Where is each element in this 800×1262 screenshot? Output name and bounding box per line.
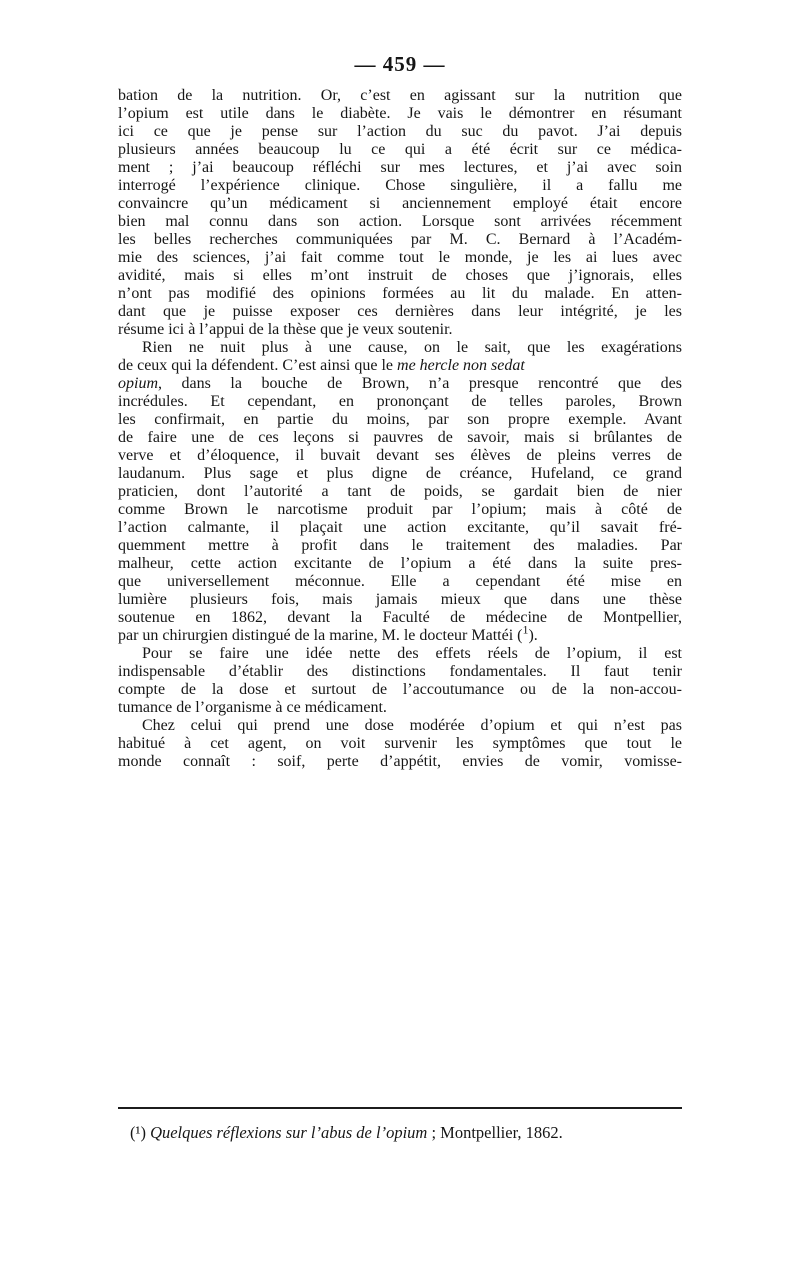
text-line: ici ce que je pense sur l’action du suc du pavot. J’ai depuis [118, 123, 682, 140]
text-line: lumière plusieurs fois, mais jamais mieux que dans une thèse [118, 591, 682, 608]
text-line: résume ici à l’appui de la thèse que je veux soutenir. [118, 321, 453, 338]
text-line: les confirmait, en partie du moins, par son propre exemple. Avant [118, 411, 682, 428]
text-line: convaincre qu’un médicament si anciennement employé était encore [118, 195, 682, 212]
text-line: ment ; j’ai beaucoup réfléchi sur mes lectures, et j’ai avec soin [118, 159, 682, 176]
text-line: Rien ne nuit plus à une cause, on le sait, que les exagérations [142, 339, 682, 356]
text-fragment: ). [528, 627, 538, 644]
text-line: que universellement méconnue. Elle a cependant été mise en [118, 573, 682, 590]
text-line: monde connaît : soif, perte d’appétit, envies de vomir, vomisse- [118, 753, 682, 770]
text-line: Pour se faire une idée nette des effets réels de l’opium, il est [142, 645, 682, 662]
text-fragment: de ceux qui la défendent. C’est ainsi que le [118, 357, 398, 374]
text-line: l’action calmante, il plaçait une action excitante, qu’il savait fré- [118, 519, 682, 536]
text-line: bien mal connu dans son action. Lorsque sont arrivées récemment [118, 213, 682, 230]
text-line: quemment mettre à profit dans le traitement des maladies. Par [118, 537, 682, 554]
text-line: avidité, mais si elles m’ont instruit de choses que j’ignorais, elles [118, 267, 682, 284]
text-line: praticien, dont l’autorité a tant de poids, se gardait bien de nier [118, 483, 682, 500]
text-line: indispensable d’établir des distinctions fondamentales. Il faut tenir [118, 663, 682, 680]
text-line: malheur, cette action excitante de l’opium a été dans la suite pres- [118, 555, 682, 572]
text-line: mie des sciences, j’ai fait comme tout le monde, je les ai lues avec [118, 249, 682, 266]
text-fragment: par un chirurgien distingué de la marine, M. le docteur Mattéi ( [118, 627, 523, 644]
text-line [118, 357, 682, 375]
text-line: Chez celui qui prend une dose modérée d’opium et qui n’est pas [142, 717, 682, 734]
text-line [118, 622, 682, 645]
footnote-rest: ; Montpellier, 1862. [427, 1123, 563, 1142]
text-line: comme Brown le narcotisme produit par l’opium; mais à côté de [118, 501, 682, 518]
text-line: n’ont pas modifié des opinions formées au lit du malade. En atten- [118, 285, 682, 302]
footnote-title: Quelques réflexions sur l’abus de l’opium [150, 1123, 428, 1142]
text-line: les belles recherches communiquées par M. C. Bernard à l’Académ- [118, 231, 682, 248]
text-line: interrogé l’expérience clinique. Chose singulière, il a fallu me [118, 177, 682, 194]
text-line: bation de la nutrition. Or, c’est en agissant sur la nutrition que [118, 87, 682, 104]
text-line: verve et d’éloquence, il buvait devant ses élèves de pleins verres de [118, 447, 682, 464]
footnote-rule [118, 1107, 682, 1109]
text-fragment: , dans la bouche de Brown, n’a presque rencontré que des [158, 375, 682, 392]
text-line: soutenue en 1862, devant la Faculté de médecine de Montpellier, [118, 609, 682, 626]
text-line [118, 375, 682, 393]
text-line: habitué à cet agent, on voit survenir les symptômes que tout le [118, 735, 682, 752]
text-line: plusieurs années beaucoup lu ce qui a été écrit sur ce médica- [118, 141, 682, 158]
text-line: incrédules. Et cependant, en prononçant de telles paroles, Brown [118, 393, 682, 410]
page-number: — 459 — [354, 52, 446, 76]
text-line: laudanum. Plus sage et plus digne de créance, Hufeland, ce grand [118, 465, 682, 482]
footnote-marker: (¹) [130, 1123, 146, 1142]
text-line: compte de la dose et surtout de l’accoutumance ou de la non-accou- [118, 681, 682, 698]
text-line: de faire une de ces leçons si pauvres de savoir, mais si brûlantes de [118, 429, 682, 446]
text-line: tumance de l’organisme à ce médicament. [118, 699, 387, 716]
footnote-reference[interactable]: 1 [522, 622, 529, 637]
latin-phrase: me hercle non sedat [397, 357, 525, 374]
text-line: dant que je puisse exposer ces dernières dans leur intégrité, je les [118, 303, 682, 320]
latin-phrase-end: opium [118, 375, 158, 392]
text-line: l’opium est utile dans le diabète. Je vais le démontrer en résumant [118, 105, 682, 122]
footnote [130, 1122, 682, 1144]
body-text [118, 87, 682, 771]
